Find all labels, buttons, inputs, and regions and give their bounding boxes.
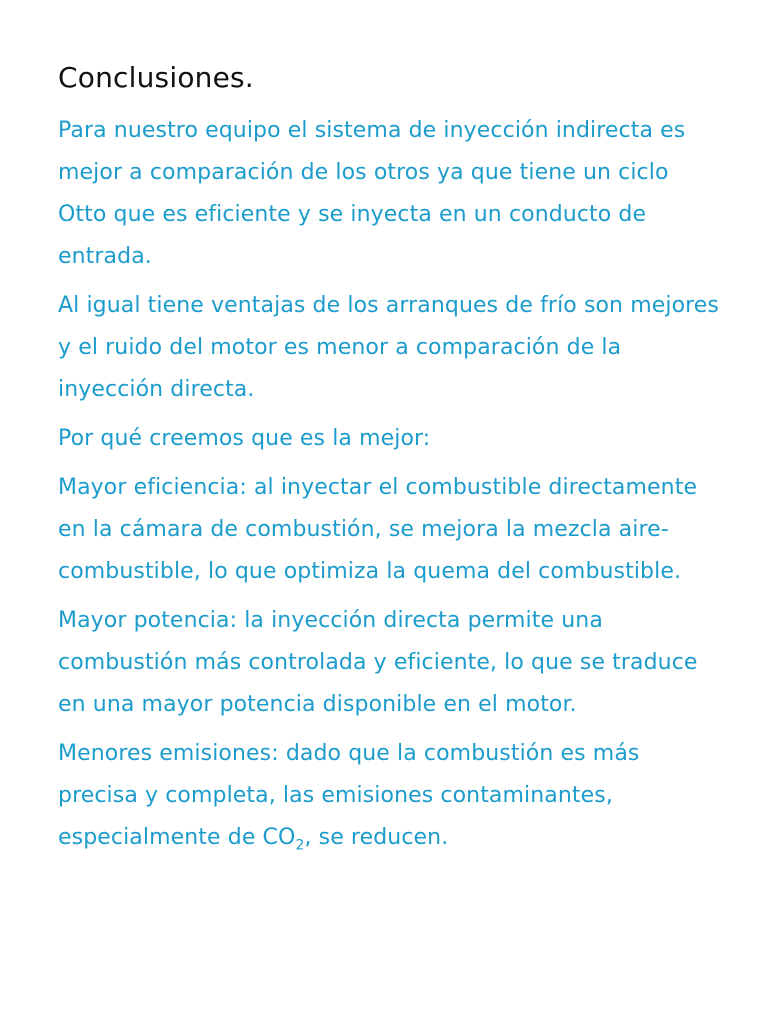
paragraph-advantages: Al igual tiene ventajas de los arranques de frío son mejores y el ruido del motor es menor a comparación de la inyección directa. [58,293,719,402]
emissions-text-end: , se reducen. [304,825,449,850]
paragraph-emissions [58,733,720,859]
paragraph-why-best: Por qué creemos que es la mejor: [58,426,431,451]
document-title: Conclusiones. [58,61,254,94]
emissions-text: Menores emisiones: dado que la combustión es más precisa y completa, las emisiones contaminantes, especialmente de CO [58,741,640,850]
co2-subscript: 2 [295,837,305,854]
paragraph-efficiency: Mayor eficiencia: al inyectar el combustible directamente en la cámara de combustión, se mejora la mezcla aire-combustible, lo que optimiza la quema del combustible. [58,475,698,584]
paragraph-power: Mayor potencia: la inyección directa permite una combustión más controlada y eficiente, lo que se traduce en una mayor potencia disponible en el motor. [58,608,698,717]
paragraph-indirect-injection: Para nuestro equipo el sistema de inyección indirecta es mejor a comparación de los otros ya que tiene un ciclo Otto que es eficiente y se inyecta en un conducto de entrada. [58,118,686,269]
